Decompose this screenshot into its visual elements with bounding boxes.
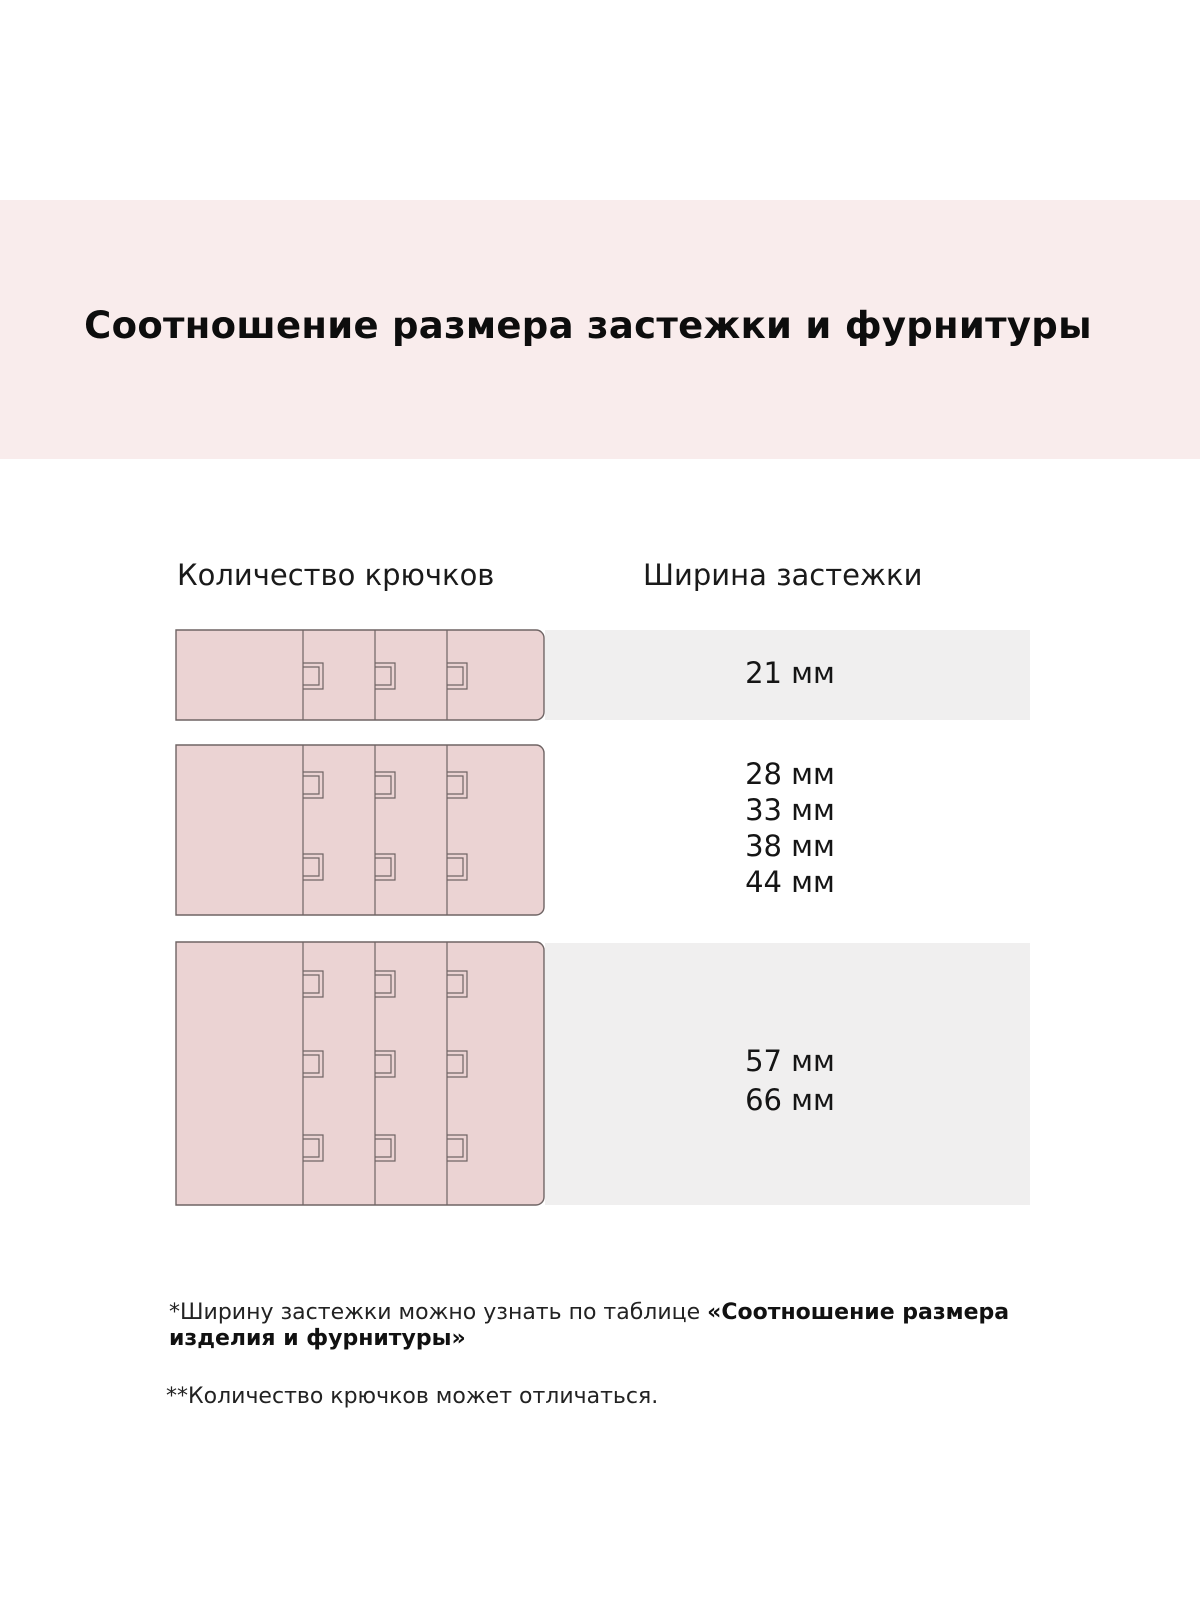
width-value: 21 мм: [745, 656, 835, 690]
width-value: 33 мм: [745, 793, 835, 827]
footnote-hooks: **Количество крючков может отличаться.: [166, 1384, 659, 1409]
clasp-illustration-2-rows: [175, 744, 547, 917]
column-header-width: Ширина застежки: [643, 558, 923, 592]
width-values-1: [700, 655, 880, 691]
width-value: 44 мм: [745, 865, 835, 899]
column-header-hooks: Количество крючков: [177, 558, 495, 592]
width-value: 38 мм: [745, 829, 835, 863]
width-value: 66 мм: [745, 1083, 835, 1117]
width-value: 57 мм: [745, 1044, 835, 1078]
width-values-3: [700, 1042, 880, 1120]
width-values-2: [700, 756, 880, 900]
clasp-illustration-1-row: [175, 629, 547, 721]
footnote-width-text: *Ширину застежки можно узнать по таблице: [169, 1300, 708, 1325]
footnote-width-table-ref: «Соотношение размера изделия и фурнитуры»: [169, 1300, 1010, 1351]
footnote-width: [169, 1300, 1049, 1352]
clasp-illustration-3-rows: [175, 941, 547, 1207]
page-title: Соотношение размера застежки и фурнитуры: [84, 304, 1092, 347]
width-value: 28 мм: [745, 757, 835, 791]
